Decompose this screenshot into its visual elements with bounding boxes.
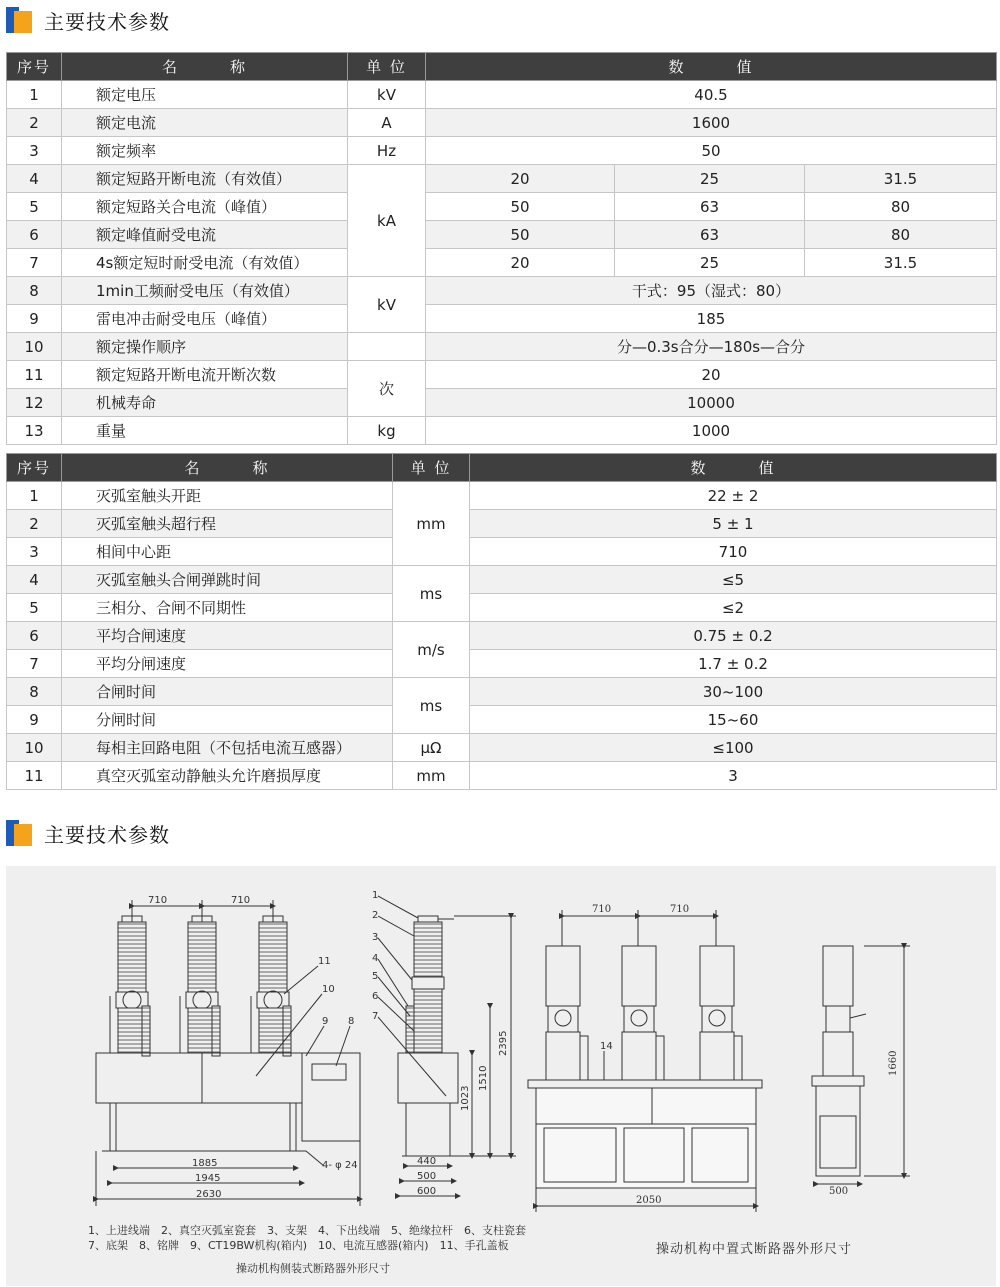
row-no: 6	[7, 221, 62, 249]
row-unit: kg	[348, 417, 426, 445]
row-value: ≤5	[470, 566, 997, 594]
table-row	[7, 221, 997, 249]
spec-table-1	[6, 52, 997, 445]
right-dim-710-a: 710	[592, 904, 612, 915]
front-view-center-mounted	[528, 910, 762, 1212]
row-unit: μΩ	[393, 734, 470, 762]
section-heading-2	[6, 819, 170, 847]
row-name: 额定短路开断电流开断次数	[62, 361, 348, 389]
row-name: 额定短路开断电流（有效值）	[62, 165, 348, 193]
row-name: 1min工频耐受电压（有效值）	[62, 277, 348, 305]
callout-10: 10	[322, 984, 335, 995]
table-row	[7, 650, 997, 678]
caption-center-mounted: 操动机构中置式断路器外形尺寸	[656, 1242, 853, 1257]
row-name: 雷电冲击耐受电压（峰值）	[62, 305, 348, 333]
row-no: 3	[7, 137, 62, 165]
table-header	[7, 53, 997, 81]
row-name: 额定电流	[62, 109, 348, 137]
row-value: 10000	[426, 389, 997, 417]
row-no: 11	[7, 361, 62, 389]
side-callout-4: 4	[372, 953, 379, 964]
dim-2050: 2050	[636, 1195, 662, 1206]
dim-500: 500	[417, 1171, 437, 1182]
section-marker-icon	[6, 820, 32, 846]
row-value: ≤2	[470, 594, 997, 622]
pole-2	[180, 916, 220, 1056]
legend-line: 7、底架 8、铭牌 9、CT19BW机构(箱内) 10、电流互感器(箱内) 11、手孔盖板	[88, 1239, 509, 1252]
row-name: 额定短路关合电流（峰值）	[62, 193, 348, 221]
table-row	[7, 193, 997, 221]
row-unit: mm	[393, 762, 470, 790]
table-row	[7, 249, 997, 277]
row-value: 40.5	[426, 81, 997, 109]
header-no: 序号	[7, 53, 62, 81]
row-no: 5	[7, 594, 62, 622]
row-value: 5 ± 1	[470, 510, 997, 538]
row-value: 20	[426, 361, 997, 389]
pole-b	[622, 946, 664, 1080]
row-name: 重量	[62, 417, 348, 445]
dim-600: 600	[417, 1186, 437, 1197]
row-unit: kV	[348, 81, 426, 109]
dim-1945: 1945	[195, 1173, 221, 1184]
front-view-side-mounted	[96, 900, 360, 1206]
dim-710-b: 710	[231, 895, 251, 906]
table-row	[7, 622, 997, 650]
row-value: 710	[470, 538, 997, 566]
table-row	[7, 389, 997, 417]
table-row	[7, 678, 997, 706]
row-unit: kA	[348, 165, 426, 277]
dim-1023: 1023	[460, 1085, 471, 1111]
table-row	[7, 165, 997, 193]
row-value-2: 63	[615, 193, 805, 221]
row-no: 2	[7, 510, 62, 538]
table-row	[7, 734, 997, 762]
row-no: 8	[7, 277, 62, 305]
section-title: 主要技术参数	[44, 822, 170, 847]
row-unit: 次	[348, 361, 426, 417]
row-value-3: 80	[805, 193, 997, 221]
table-row	[7, 81, 997, 109]
row-no: 5	[7, 193, 62, 221]
row-no: 12	[7, 389, 62, 417]
row-value: 22 ± 2	[470, 482, 997, 510]
table-row	[7, 594, 997, 622]
header-value: 数 值	[426, 53, 997, 81]
row-name: 分闸时间	[62, 706, 393, 734]
row-no: 1	[7, 81, 62, 109]
row-no: 1	[7, 482, 62, 510]
row-value-2: 25	[615, 249, 805, 277]
row-name: 额定操作顺序	[62, 333, 348, 361]
row-value: 1000	[426, 417, 997, 445]
row-no: 10	[7, 333, 62, 361]
row-name: 平均合闸速度	[62, 622, 393, 650]
side-callout-2: 2	[372, 910, 379, 921]
row-name: 额定频率	[62, 137, 348, 165]
row-name: 额定电压	[62, 81, 348, 109]
dimension-drawing	[6, 866, 996, 1286]
callout-14: 14	[600, 1041, 613, 1052]
row-no: 6	[7, 622, 62, 650]
callout-8: 8	[348, 1016, 355, 1027]
dim-holes: 4- φ 24	[322, 1160, 358, 1171]
row-unit	[348, 333, 426, 361]
row-no: 3	[7, 538, 62, 566]
table-row	[7, 762, 997, 790]
table-row	[7, 333, 997, 361]
row-no: 7	[7, 249, 62, 277]
dim-1885: 1885	[192, 1158, 218, 1169]
row-value: 30~100	[470, 678, 997, 706]
row-name: 4s额定短时耐受电流（有效值）	[62, 249, 348, 277]
row-value: 15~60	[470, 706, 997, 734]
row-name: 每相主回路电阻（不包括电流互感器）	[62, 734, 393, 762]
table-row	[7, 305, 997, 333]
caption-side-mounted: 操动机构侧装式断路器外形尺寸	[236, 1262, 390, 1275]
table-row	[7, 482, 997, 510]
pole-c	[700, 946, 742, 1080]
row-unit: m/s	[393, 622, 470, 678]
pole-3	[251, 916, 291, 1056]
side-callout-1: 1	[372, 890, 379, 901]
header-unit: 单 位	[393, 454, 470, 482]
table-row	[7, 109, 997, 137]
row-no: 11	[7, 762, 62, 790]
row-value-3: 80	[805, 221, 997, 249]
side-callout-5: 5	[372, 971, 379, 982]
row-no: 8	[7, 678, 62, 706]
legend-line: 1、上进线端 2、真空灭弧室瓷套 3、支架 4、下出线端 5、绝缘拉杆 6、支柱瓷套	[88, 1224, 526, 1237]
row-value: 3	[470, 762, 997, 790]
table-row	[7, 277, 997, 305]
side-callout-3: 3	[372, 932, 379, 943]
row-value: 分—0.3s合分—180s—合分	[426, 333, 997, 361]
section-title: 主要技术参数	[44, 9, 170, 34]
row-no: 7	[7, 650, 62, 678]
row-value-2: 25	[615, 165, 805, 193]
row-value-1: 50	[426, 193, 615, 221]
row-name: 相间中心距	[62, 538, 393, 566]
row-name: 机械寿命	[62, 389, 348, 417]
pole-1	[110, 916, 150, 1056]
table-row	[7, 510, 997, 538]
row-name: 合闸时间	[62, 678, 393, 706]
row-name: 灭弧室触头合闸弹跳时间	[62, 566, 393, 594]
row-value-1: 20	[426, 249, 615, 277]
header-no: 序号	[7, 454, 62, 482]
row-no: 4	[7, 566, 62, 594]
section-marker-icon	[6, 7, 32, 33]
row-name: 灭弧室触头开距	[62, 482, 393, 510]
row-unit: A	[348, 109, 426, 137]
header-name: 名 称	[62, 454, 393, 482]
pole-a	[546, 946, 588, 1080]
row-value: 50	[426, 137, 997, 165]
row-no: 13	[7, 417, 62, 445]
row-value: 1.7 ± 0.2	[470, 650, 997, 678]
header-unit: 单 位	[348, 53, 426, 81]
row-name: 平均分闸速度	[62, 650, 393, 678]
row-no: 9	[7, 305, 62, 333]
row-no: 10	[7, 734, 62, 762]
row-value: 1600	[426, 109, 997, 137]
dim-1660: 1660	[888, 1050, 899, 1076]
table-row	[7, 361, 997, 389]
callout-9: 9	[322, 1016, 329, 1027]
row-no: 9	[7, 706, 62, 734]
spec-table-2	[6, 453, 997, 790]
table-header	[7, 454, 997, 482]
dim-2395: 2395	[498, 1030, 509, 1056]
row-value: ≤100	[470, 734, 997, 762]
row-no: 2	[7, 109, 62, 137]
row-value-1: 50	[426, 221, 615, 249]
legend	[88, 1223, 526, 1253]
header-name: 名 称	[62, 53, 348, 81]
dim-1510: 1510	[478, 1065, 489, 1091]
row-value-3: 31.5	[805, 249, 997, 277]
dim-2630: 2630	[196, 1189, 222, 1200]
table-row	[7, 706, 997, 734]
row-name: 灭弧室触头超行程	[62, 510, 393, 538]
row-name: 额定峰值耐受电流	[62, 221, 348, 249]
table-row	[7, 538, 997, 566]
row-unit: kV	[348, 277, 426, 333]
section-heading-1	[6, 6, 170, 34]
row-name: 真空灭弧室动静触头允许磨损厚度	[62, 762, 393, 790]
side-callout-7: 7	[372, 1011, 379, 1022]
row-value: 0.75 ± 0.2	[470, 622, 997, 650]
row-no: 4	[7, 165, 62, 193]
table-row	[7, 417, 997, 445]
table-row	[7, 566, 997, 594]
dim-440: 440	[417, 1156, 437, 1167]
row-unit: Hz	[348, 137, 426, 165]
side-view-side-mounted	[378, 896, 516, 1196]
row-value-3: 31.5	[805, 165, 997, 193]
callout-11: 11	[318, 956, 331, 967]
row-value: 185	[426, 305, 997, 333]
row-value-2: 63	[615, 221, 805, 249]
right-dim-710-b: 710	[670, 904, 690, 915]
row-unit: ms	[393, 566, 470, 622]
header-value: 数 值	[470, 454, 997, 482]
right-dim-500: 500	[829, 1186, 849, 1197]
row-name: 三相分、合闸不同期性	[62, 594, 393, 622]
table-row	[7, 137, 997, 165]
row-value-1: 20	[426, 165, 615, 193]
row-unit: ms	[393, 678, 470, 734]
row-value: 干式：95（湿式：80）	[426, 277, 997, 305]
row-unit: mm	[393, 482, 470, 566]
dim-710-a: 710	[148, 895, 168, 906]
side-callout-6: 6	[372, 991, 379, 1002]
